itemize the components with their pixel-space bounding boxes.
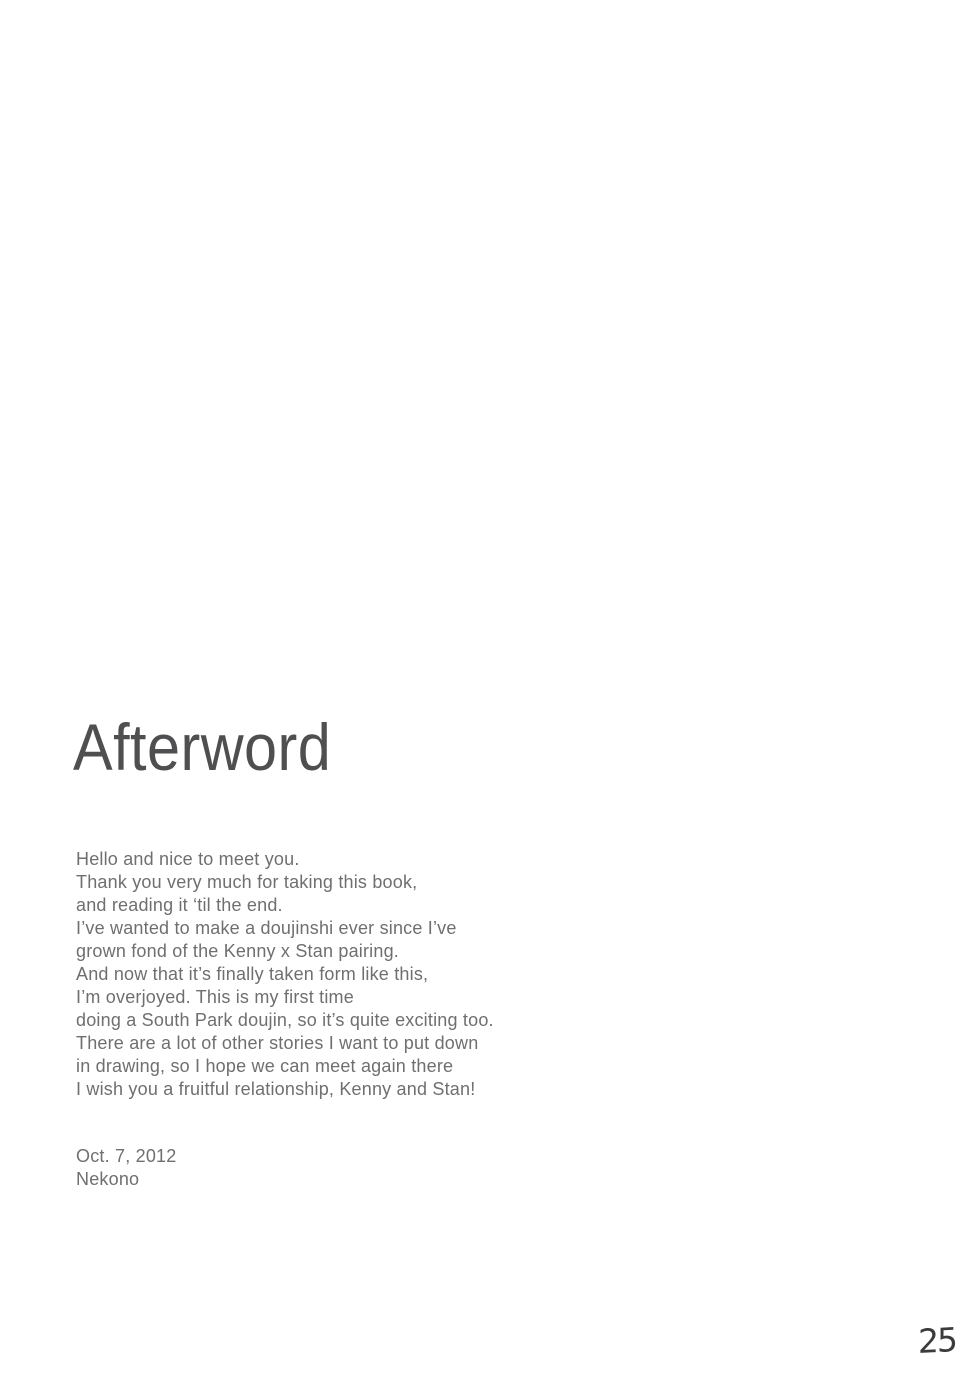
- page-number: 25: [918, 1320, 956, 1362]
- body-line: I’ve wanted to make a doujinshi ever since I’ve: [76, 918, 457, 938]
- body-line: in drawing, so I hope we can meet again there: [76, 1056, 454, 1076]
- body-line: Hello and nice to meet you.: [76, 849, 300, 869]
- body-line: I’m overjoyed. This is my first time: [76, 987, 354, 1007]
- body-line: doing a South Park doujin, so it’s quite exciting too.: [76, 1010, 494, 1030]
- colophon-author: Nekono: [76, 1169, 140, 1189]
- body-line: Thank you very much for taking this book,: [76, 872, 418, 892]
- colophon-date: Oct. 7, 2012: [76, 1146, 177, 1166]
- body-line: and reading it ‘til the end.: [76, 895, 283, 915]
- body-line: And now that it’s finally taken form like this,: [76, 964, 429, 984]
- body-line: There are a lot of other stories I want to put down: [76, 1033, 479, 1053]
- body-line: grown fond of the Kenny x Stan pairing.: [76, 941, 400, 961]
- page-title: Afterword: [73, 710, 332, 784]
- afterword-paragraph: [76, 848, 494, 1101]
- body-line: I wish you a fruitful relationship, Kenny and Stan!: [76, 1079, 476, 1099]
- colophon: [76, 1145, 176, 1191]
